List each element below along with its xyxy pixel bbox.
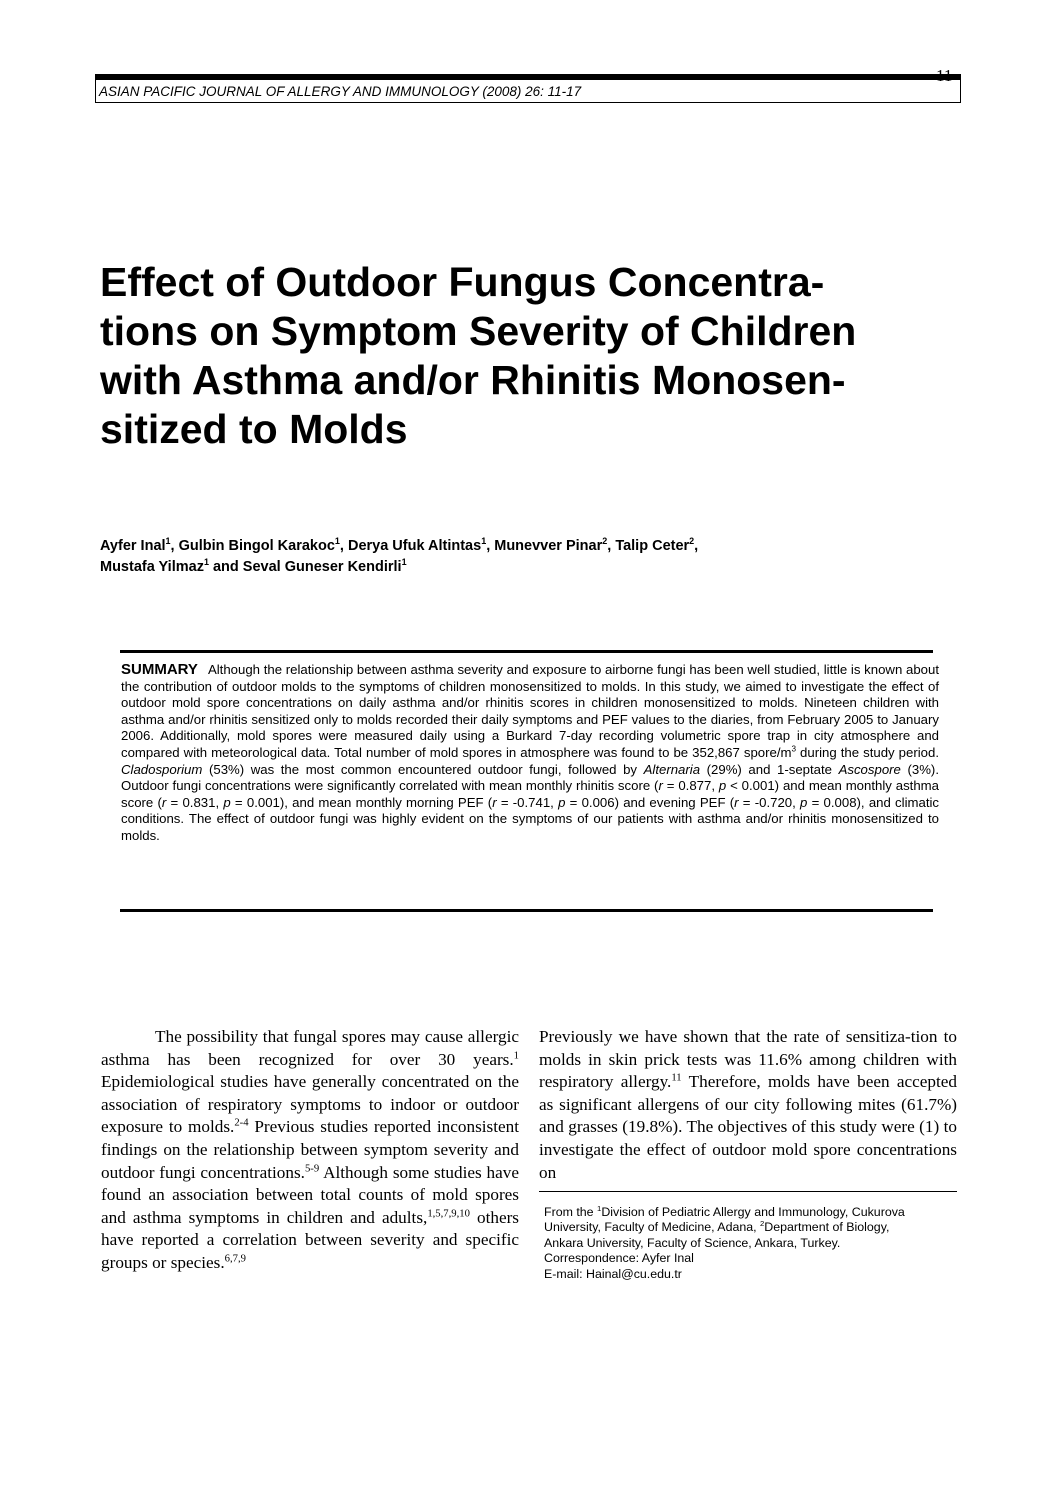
summary-text: Although the relationship between asthma severity and exposure to airborne fungi has been well studied, little is known about the contribution of outdoor molds to the symptoms of children monosensitized to molds. In this study, we aimed to investigate the effect of outdoor mold spore concentrations on daily asthma and/or rhinitis scores in children monosensitized to molds. Nineteen children with asthma and/or rhinitis sensitized only to molds recorded their daily symptoms and PEF values to the diaries, from February 2005 to January 2006. Additionally, mold spores were measured daily using a Burkard 7-day recording volumetric spore trap in city atmosphere and compared with meteorological data. Total number of mold spores in atmosphere was found to be 352,867 spore/m [121, 662, 939, 760]
stat-symbol: p [223, 794, 231, 810]
author-list [100, 536, 960, 578]
body-column-right [539, 1026, 957, 1184]
affiliation-mark: 1 [334, 536, 340, 547]
affiliation-mark: 2 [760, 1219, 765, 1229]
body-text: Previous studies reported inconsistent findings on the relationship between symptom severity and outdoor fungi concentrations. [101, 1117, 519, 1182]
species-name: Ascospore [838, 761, 901, 777]
body-text: Epidemiological studies have generally concentrated on the association of respiratory symptoms to indoor or outdoor exposure to molds. [101, 1072, 519, 1137]
stat-symbol: p [558, 794, 566, 810]
footnote-line [544, 1220, 964, 1235]
footnote-line [544, 1205, 964, 1220]
email-line: E-mail: Hainal@cu.edu.tr [544, 1266, 682, 1281]
citation-ref: 1,5,7,9,10 [427, 1208, 470, 1220]
affiliation-mark: 1 [481, 536, 487, 547]
affiliation-mark: 1 [165, 536, 171, 547]
correspondence-line: Correspondence: Ayfer Inal [544, 1251, 694, 1266]
species-name: Alternaria [643, 761, 701, 777]
citation-ref: 6,7,9 [224, 1253, 246, 1265]
stat-symbol: r [734, 794, 739, 810]
author-name: Derya Ufuk Altintas [347, 538, 482, 554]
summary-abstract [121, 662, 939, 845]
summary-bottom-rule [120, 909, 933, 912]
body-column-left [101, 1026, 519, 1275]
body-text: Previously we have shown that the rate of sensitiza-tion to molds in skin prick tests was 11.6% among children with respiratory allergy. [539, 1027, 957, 1092]
summary-text: = 0.006) and evening PEF ( [565, 794, 735, 810]
summary-top-rule [120, 650, 933, 653]
stat-symbol: r [492, 794, 497, 810]
summary-text: (3%). Outdoor fungi concentrations were significantly correlated with mean monthly rhinitis score ( [121, 761, 939, 794]
affiliation-mark: 2 [689, 536, 695, 547]
citation-ref: 11 [671, 1072, 682, 1084]
stat-symbol: r [658, 778, 663, 794]
title-line: with Asthma and/or Rhinitis Monosen- [100, 357, 846, 403]
footnote-text: From the [544, 1205, 598, 1219]
summary-text: during the study period. [796, 744, 939, 760]
body-text: Therefore, molds have been accepted as significant allergens of our city following mites (61.7%) and grasses (19.8%). The objectives of this study were (1) to investigate the effect of outdoor mold spore concentrations on [539, 1072, 957, 1182]
author-name: Talip Ceter [615, 538, 690, 554]
body-text: The possibility that fungal spores may cause allergic asthma has been recognized for over 30 years. [101, 1027, 519, 1069]
author-name: Gulbin Bingol Karakoc [178, 538, 335, 554]
citation-ref: 1 [513, 1049, 519, 1061]
summary-text: < 0.001) and mean monthly asthma score ( [121, 778, 940, 810]
footnote-rule [539, 1191, 957, 1192]
footnote-line: Ankara University, Faculty of Science, Ankara, Turkey. [544, 1235, 841, 1250]
body-text: others have reported a correlation between severity and specific groups or species. [101, 1207, 519, 1272]
author-name: Seval Guneser Kendirli [242, 559, 402, 575]
citation-ref: 5-9 [304, 1162, 320, 1174]
summary-text: = -0.741, [496, 794, 559, 810]
affiliation-footnote [544, 1205, 964, 1282]
superscript: 3 [791, 744, 797, 754]
summary-text: (29%) and 1-septate [700, 761, 839, 777]
citation-ref: 2-4 [234, 1117, 249, 1129]
summary-heading: SUMMARY [121, 661, 198, 678]
title-line: Effect of Outdoor Fungus Concentra- [100, 259, 825, 305]
title-line: tions on Symptom Severity of Children [100, 308, 857, 354]
journal-header-box [95, 74, 961, 103]
affiliation-mark: 1 [597, 1203, 602, 1213]
footnote-text: University, Faculty of Medicine, Adana, [544, 1220, 761, 1235]
species-name: Cladosporium [121, 761, 203, 777]
author-line [100, 557, 960, 578]
affiliation-mark: 1 [203, 557, 209, 568]
summary-text: = 0.001), and mean monthly morning PEF ( [230, 794, 493, 810]
summary-text: = 0.831, [166, 794, 224, 810]
summary-text: = 0.008), and climatic conditions. The effect of outdoor fungi was highly evident on the symptoms of our patients with asthma and/or rhinitis monosensitized to molds. [121, 794, 940, 843]
journal-name: ASIAN PACIFIC JOURNAL OF ALLERGY AND IMMUNOLOGY (2008) 26: 11-17 [99, 84, 582, 99]
article-title [100, 258, 970, 454]
author-line: Ayfer Inal$^1$, Gulbin Bingol Karakoc$^1$, Derya Ufuk Altintas$^1$, Munevver Pinar$^2$, Talip Ceter$^2$, [100, 536, 699, 554]
affiliation-mark: 1 [401, 557, 407, 568]
stat-symbol: p [800, 794, 808, 810]
footnote-text: Division of Pediatric Allergy and Immunology, Cukurova [601, 1205, 905, 1219]
stat-symbol: r [161, 794, 167, 810]
summary-text: = -0.720, [738, 794, 801, 810]
stat-symbol: p [718, 778, 727, 794]
author-name: Mustafa Yilmaz [100, 559, 204, 575]
body-text: Although some studies have found an association between total counts of mold spores and asthma symptoms in children and adults, [101, 1162, 519, 1227]
author-name: Ayfer Inal [100, 538, 166, 554]
footnote-text: Department of Biology, [764, 1220, 890, 1235]
page-number: 11 [936, 66, 953, 85]
title-line: sitized to Molds [100, 406, 408, 452]
summary-text: = 0.877, [662, 778, 719, 794]
author-name: Munevver Pinar [494, 538, 603, 554]
summary-text: (53%) was the most common encountered outdoor fungi, followed by [202, 761, 644, 777]
affiliation-mark: 2 [602, 536, 608, 547]
author-conjunction: and [212, 559, 239, 575]
